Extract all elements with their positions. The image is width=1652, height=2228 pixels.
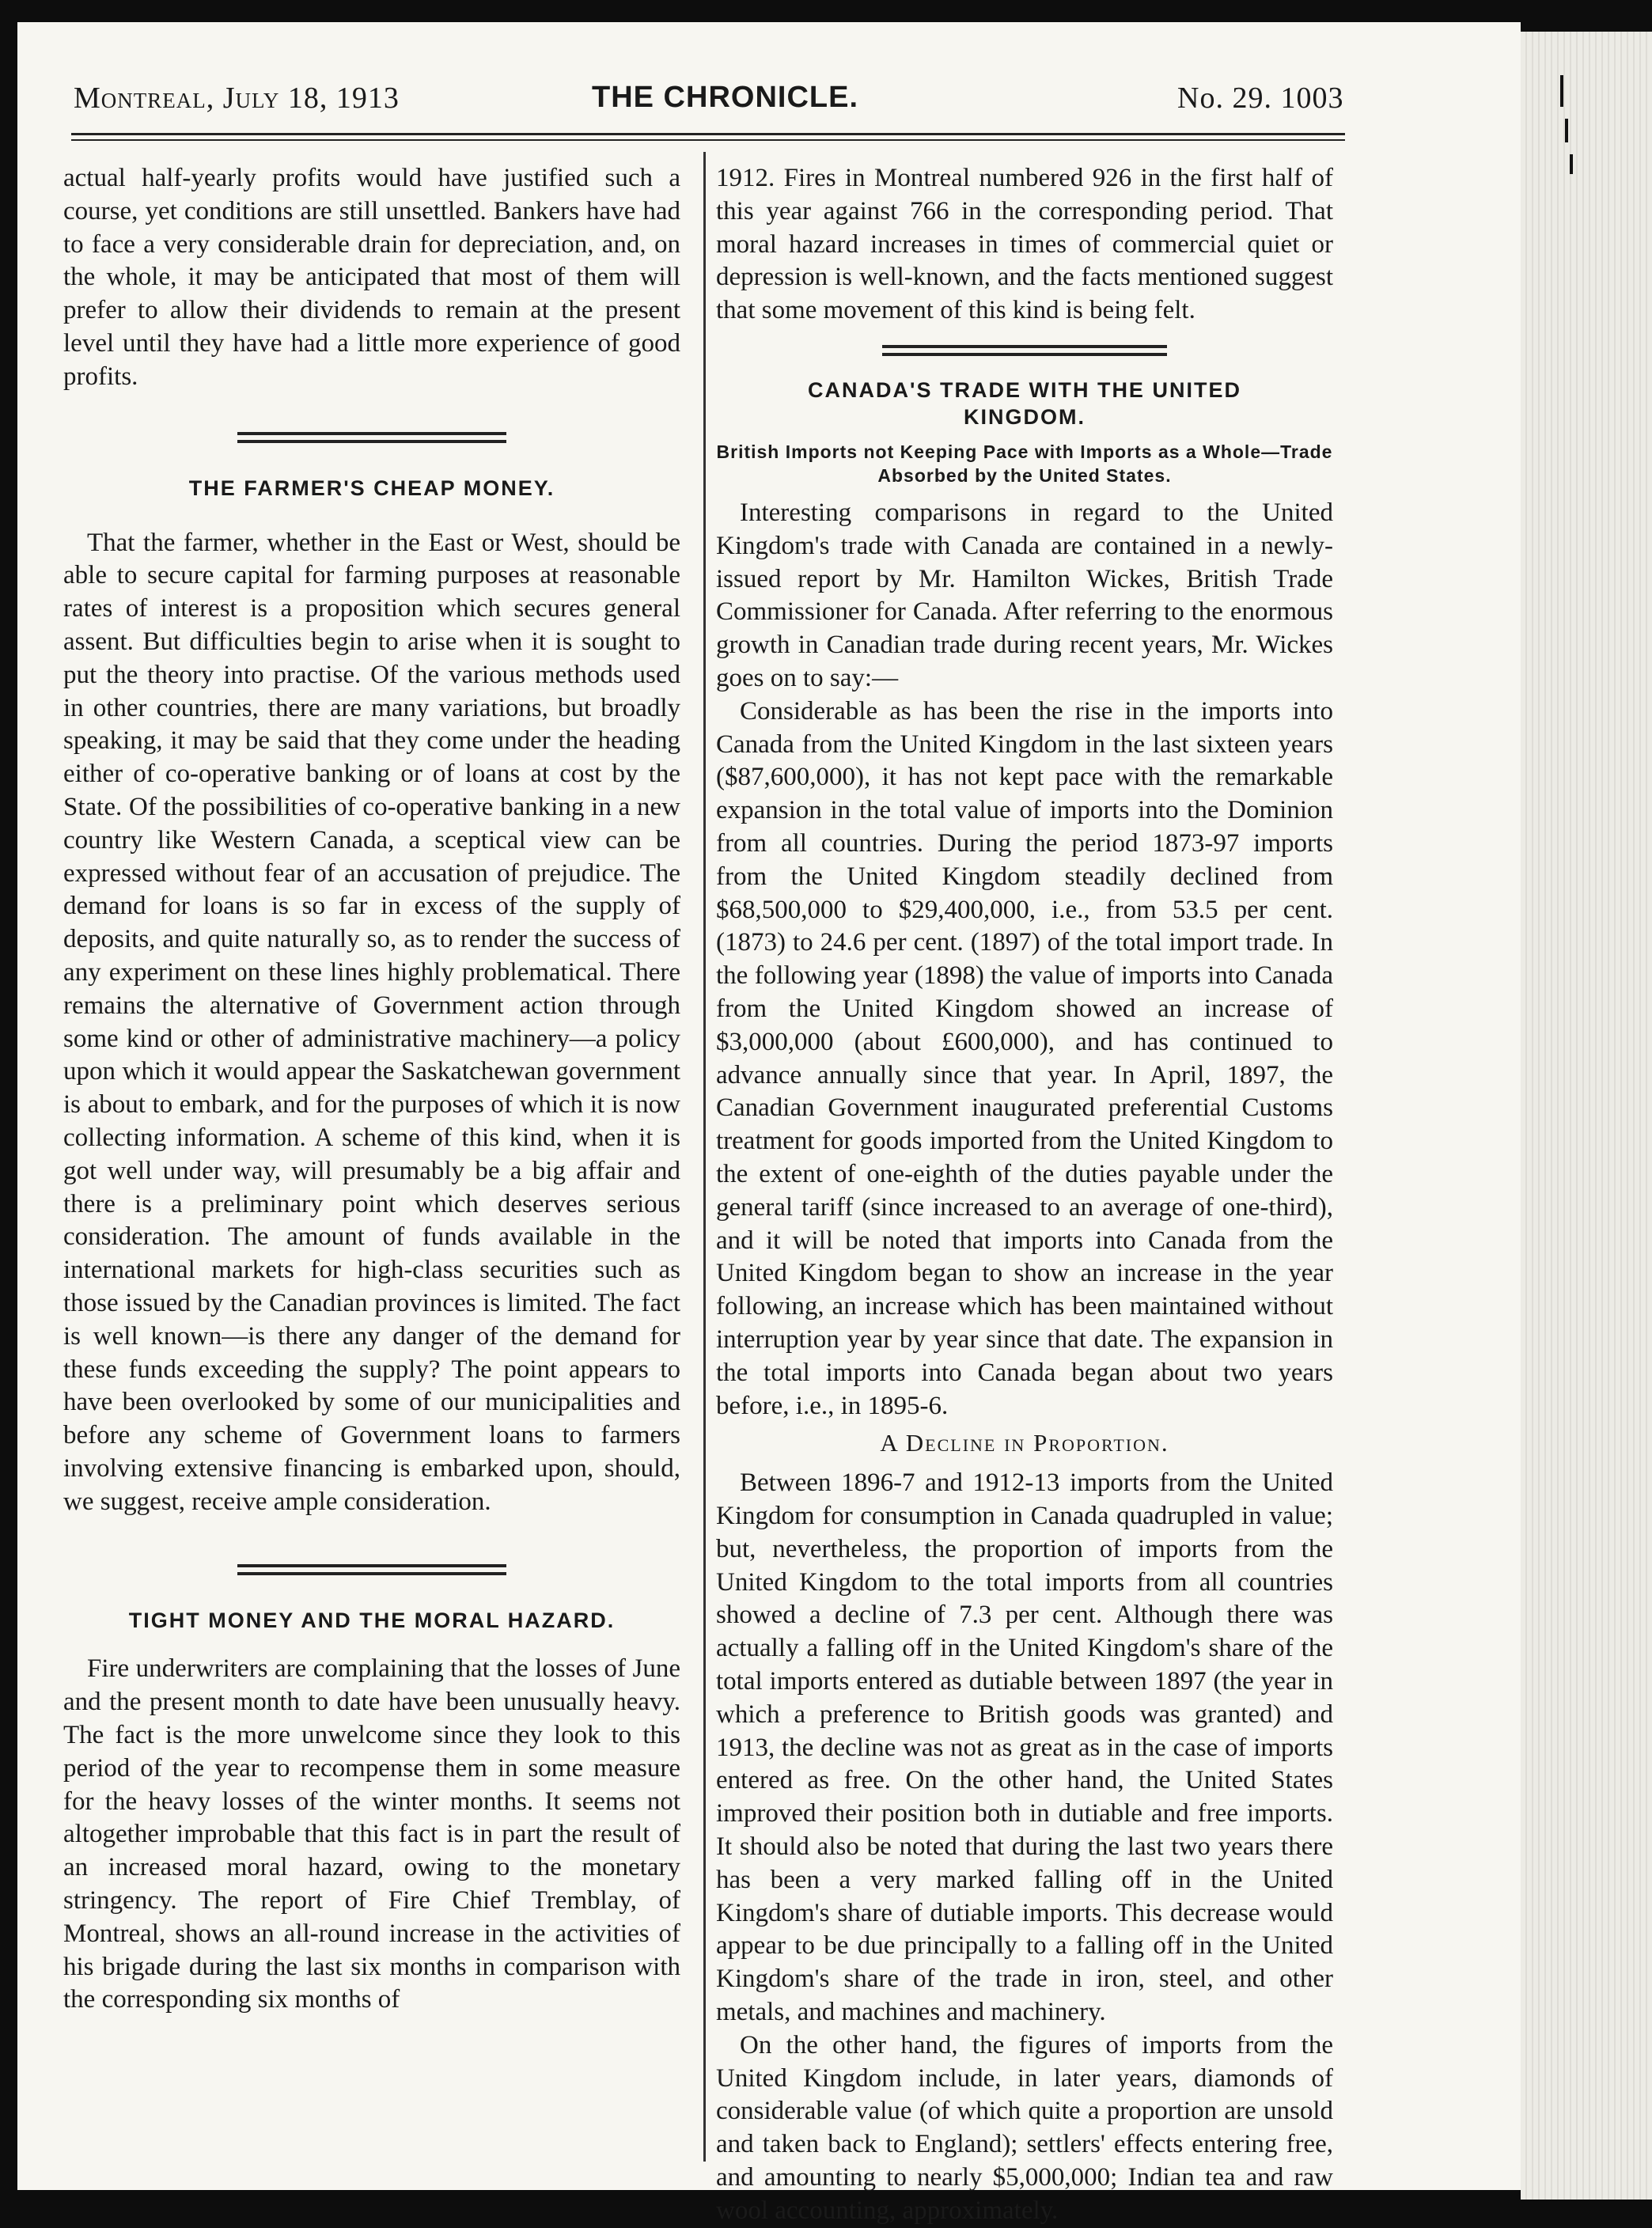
article-heading: TIGHT MONEY AND THE MORAL HAZARD.: [128, 1608, 616, 1633]
spine-mark: [1565, 119, 1568, 142]
article-heading: CANADA'S TRADE WITH THE UNITED KINGDOM.: [808, 377, 1241, 429]
book-spine-edge: [1521, 32, 1652, 2200]
continued-text: actual half-yearly profits would have justified such a course, yet conditions are still unsettled. Bankers have had to face a very considerable drain for depreciation, and, on the whole, it may be anticipated that most of them will prefer to allow their dividends to remain at the present level until they have had a little more experience of good profits.: [63, 164, 680, 391]
spine-mark: [1570, 154, 1573, 174]
masthead-title: THE CHRONICLE.: [592, 81, 858, 114]
article-paragraph: Between 1896-7 and 1912-13 imports from the United Kingdom for consumption in Canada quadrupled in value; but, nevertheless, the proportion of imports from the United Kingdom to the total imports from all countries showed a decline of 7.3 per cent. Although there was actually a falling off in the United Kingdom's share of the total imports entered as dutiable between 1897 (the year in which a preference to British goods was granted) and 1913, the decline was not as great as in the case of imports entered as free. On the other hand, the United States improved their position both in dutiable and free imports. It should also be noted that during the last two years there has been a very marked falling off in the United Kingdom's share of dutiable imports. This decrease would appear to be due principally to a falling off in the United Kingdom's share of the trade in iron, steel, and other metals, and machines and machinery.: [716, 1468, 1333, 2027]
section-heading: A Decline in Proportion.: [880, 1429, 1169, 1457]
right-column: [716, 162, 1333, 2228]
article-paragraph: Interesting comparisons in regard to the United Kingdom's trade with Canada are contained in a newly-issued report by Mr. Hamilton Wickes, British Trade Commissioner for Canada. After referring to the enormous growth in Canadian trade during recent years, Mr. Wickes goes on to say:—: [716, 498, 1333, 692]
left-column: [63, 162, 680, 2017]
column-divider: [703, 152, 706, 2162]
article-subheading: British Imports not Keeping Pace with Imports as a Whole—Trade Absorbed by the United States.: [716, 441, 1333, 486]
article-paragraph: Considerable as has been the rise in the imports into Canada from the United Kingdom in the last sixteen years ($87,600,000), it has not kept pace with the remarkable expansion in the total value of imports into the Dominion from all countries. During the period 1873-97 imports from the United Kingdom steadily declined from $68,500,000 to $29,400,000, i.e., from 53.5 per cent. (1873) to 24.6 per cent. (1897) of the total import trade. In the following year (1898) the value of imports into Canada from the United Kingdom showed an increase of $3,000,000 (about £600,000), and has continued to advance annually since that year. In April, 1897, the Canadian Government inaugurated preferential Customs treatment for goods imported from the United Kingdom to the extent of one-eighth of the duties payable under the general tariff (since increased to an average of one-third), and it will be noted that imports into Canada from the United Kingdom began to show an increase in the year following, an increase which has been maintained without interruption year by year since that date. The expansion in the total imports into Canada began about two years before, i.e., in 1895-6.: [716, 696, 1333, 1420]
header-rule: [71, 139, 1345, 141]
continued-text: 1912. Fires in Montreal numbered 926 in the first half of this year against 766 in the corresponding period. That moral hazard increases in times of commercial quiet or depression is well-known, and the facts mentioned suggest that some movement of this kind is being felt.: [716, 164, 1333, 325]
masthead-city-date: Montreal, July 18, 1913: [74, 81, 400, 115]
header-rule: [71, 133, 1345, 135]
article-heading: THE FARMER'S CHEAP MONEY.: [188, 476, 555, 500]
section-divider: [237, 432, 506, 443]
article-body: That the farmer, whether in the East or West, should be able to secure capital for farming purposes at reasonable rates of interest is a proposition which secures general assent. But difficulties begin to arise when it is sought to put the theory into practise. Of the various methods used in other countries, there are many variations, but broadly speaking, it may be said that they come under the heading either of co-operative banking or of loans at cost by the State. Of the possibilities of co-operative banking in a new country like Western Canada, a sceptical view can be expressed without fear of an accusation of prejudice. The demand for loans is so far in excess of the supply of deposits, and quite naturally so, as to render the success of any experiment on these lines highly problematical. There remains the alternative of Government action through some kind or other of administrative machinery—a policy upon which it would appear the Saskatchewan government is about to embark, and for the purposes of which it is now collecting information. A scheme of this kind, when it is got well under way, will presumably be a big affair and there is a preliminary point which deserves serious consideration. The amount of funds available in the international markets for high-class securities such as those issued by the Canadian provinces is limited. The fact is well known—is there any danger of the demand for these funds exceeding the supply? The point appears to have been overlooked by some of our municipalities and before any scheme of Government loans to farmers involving extensive financing is embarked upon, should, we suggest, receive ample consideration.: [63, 528, 680, 1516]
masthead-issue-page: No. 29. 1003: [1177, 81, 1344, 115]
section-divider: [882, 345, 1167, 356]
spine-mark: [1560, 75, 1563, 107]
article-body: Fire underwriters are complaining that the losses of June and the present month to date have been unusually heavy. The fact is the more unwelcome since they look to this period of the year to recompense them in some measure for the heavy losses of the winter months. It seems not altogether improbable that this fact is in part the result of an increased moral hazard, owing to the monetary stringency. The report of Fire Chief Tremblay, of Montreal, shows an all-round increase in the activities of his brigade during the last six months in comparison with the corresponding six months of: [63, 1654, 680, 2014]
section-divider: [237, 1564, 506, 1575]
article-paragraph: On the other hand, the figures of imports from the United Kingdom include, in later years, diamonds of considerable value (of which quite a proportion are unsold and taken back to England); settlers' effects entering free, and amounting to nearly $5,000,000; Indian tea and raw wool accounting, approximately.: [716, 2030, 1333, 2225]
